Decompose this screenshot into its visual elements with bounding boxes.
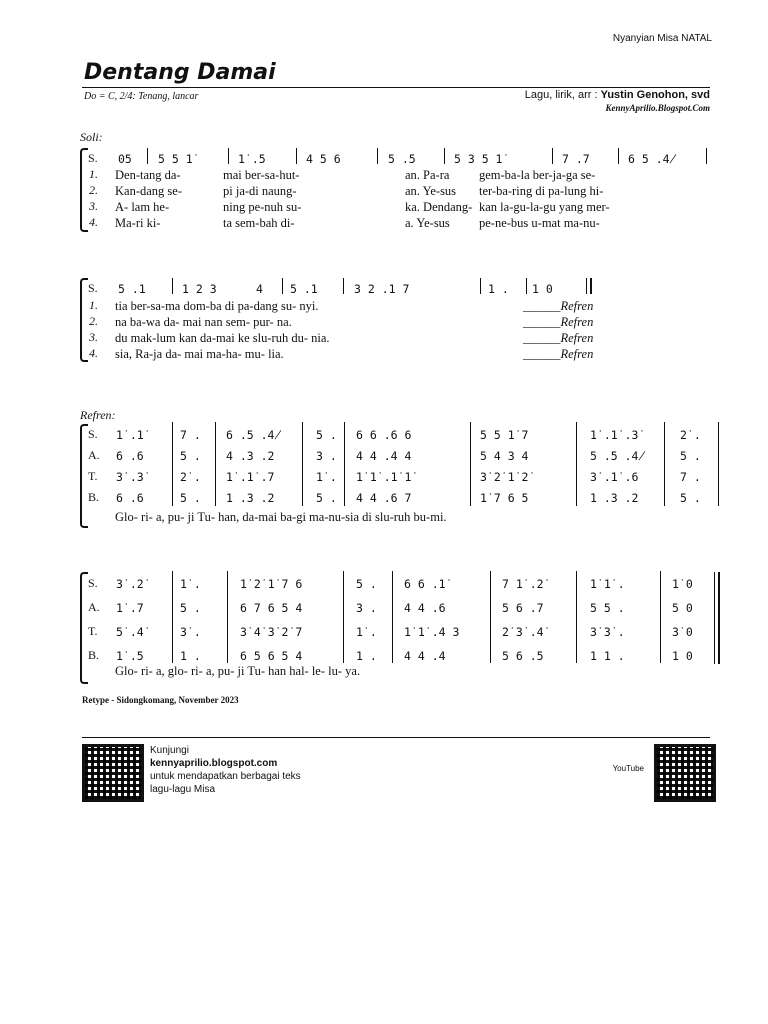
voice-measure: 6 .6 [116, 449, 144, 463]
barline [343, 571, 344, 663]
voice-measure: 6 6 .6 6 [356, 428, 412, 442]
lyric-segment: ning pe-nuh su- [223, 200, 302, 214]
barline [302, 422, 303, 506]
final-barline [718, 572, 720, 664]
song-title: Dentang Damai [84, 60, 276, 85]
lyric-segment: Kan-dang se- [115, 184, 182, 198]
soli2-measure: 1 2 3 [182, 282, 217, 296]
title-rule [82, 87, 710, 88]
soli1-measure: 6 5 .4̸ [628, 152, 677, 166]
voice-measure: 2̇ . [680, 428, 701, 442]
voice-measure: 1̇ 7 6 5 [480, 491, 529, 505]
credits-label: Lagu, lirik, arr : [524, 89, 598, 101]
voice-measure: 1̇ . [180, 577, 201, 591]
barline [664, 422, 665, 506]
barline [147, 148, 148, 164]
barline [480, 278, 481, 294]
voice-measure: 5 4 3 4 [480, 449, 529, 463]
qr-code-youtube[interactable] [654, 744, 716, 802]
voice-measure: 4 4 .4 4 [356, 449, 412, 463]
barline [618, 148, 619, 164]
voice-measure: 5 6 .5 [502, 649, 544, 663]
voice-measure: 7 . [180, 428, 201, 442]
lyric-segment: A- lam he- [115, 200, 170, 214]
soli1-measure: 5 .5 [388, 152, 416, 166]
voice-measure: 1 .3 .2 [590, 491, 639, 505]
voice-measure: 6 .5 .4̸ [226, 428, 282, 442]
barline [377, 148, 378, 164]
voice-measure: 1 .3 .2 [226, 491, 275, 505]
voice-measure: 5 .5 .4̸ [590, 449, 646, 463]
voice-measure: 5 . [316, 428, 337, 442]
barline [227, 571, 228, 663]
lyric-segment: a. Ye-sus [405, 216, 450, 230]
voice-measure: 3̇ 4̇ 3̇ 2̇ 7 [240, 625, 303, 639]
voice-measure: 2̇ . [180, 470, 201, 484]
barline [343, 278, 344, 294]
soli1-measure: 5 5 1̇ [158, 152, 193, 166]
barline [552, 148, 553, 164]
verse-number: 2. [89, 314, 98, 328]
soli-brace-2 [80, 278, 88, 362]
soli2-measure: 5 .1 [290, 282, 318, 296]
verse-number: 4. [89, 215, 98, 229]
voice-measure: 1̇ 1̇ .4 3 [404, 625, 460, 639]
soli2-measure: 5 .1 [118, 282, 146, 296]
voice-measure: 4 4 .6 [404, 601, 446, 615]
footer-text [150, 744, 301, 796]
refrain-link: ______Refren [523, 347, 594, 361]
voice-measure: 5 . [180, 491, 201, 505]
soli2-measure: 1 . [488, 282, 509, 296]
voice-label: B. [88, 648, 100, 662]
barline [344, 422, 345, 506]
voice-measure: 6 7 6 5 4 [240, 601, 303, 615]
voice-measure: 1̇ 0 [672, 577, 693, 591]
voice-label: T. [88, 624, 98, 638]
voice-measure: 5 . [316, 491, 337, 505]
refrain-lyric: Glo- ri- a, glo- ri- a, pu- ji Tu- han hal- le- lu- ya. [115, 664, 361, 678]
voice-measure: 4 .3 .2 [226, 449, 275, 463]
voice-measure: 5 . [680, 449, 701, 463]
verse-number: 4. [89, 346, 98, 360]
voice-measure: 1̇ .1̇ .7 [226, 470, 275, 484]
refrain-link: ______Refren [523, 299, 594, 313]
lyric-segment: ter-ba-ring di pa-lung hi- [479, 184, 604, 198]
soli-label: Soli: [80, 130, 103, 144]
lyric-segment: pe-ne-bus u-mat ma-nu- [479, 216, 600, 230]
lyric-segment: ka. Dendang- [405, 200, 473, 214]
voice-measure: 5 5 . [590, 601, 625, 615]
refrain-brace-2 [80, 572, 88, 684]
voice-measure: 1̇ . [356, 625, 377, 639]
voice-measure: 6 6 .1̇ [404, 577, 446, 591]
verse-number: 3. [89, 199, 98, 213]
soli-brace-1 [80, 148, 88, 232]
lyric-segment: kan la-gu-la-gu yang mer- [479, 200, 610, 214]
lyric-segment: gem-ba-la ber-ja-ga se- [479, 168, 596, 182]
voice-label: S. [88, 427, 98, 441]
voice-measure: 3 . [356, 601, 377, 615]
lyric-segment: an. Ye-sus [405, 184, 457, 198]
footer-rule [82, 737, 710, 738]
voice-measure: 6 5 6 5 4 [240, 649, 303, 663]
barline [172, 571, 173, 663]
lyric-segment: ta sem-bah di- [223, 216, 295, 230]
barline [282, 278, 283, 294]
soli1-measure: 7 .7 [562, 152, 590, 166]
voice-measure: 7 1̇ .2̇ [502, 577, 544, 591]
voice-measure: 5̇ .4̇ [116, 625, 144, 639]
verse-number: 1. [89, 298, 98, 312]
refrain-link: ______Refren [523, 315, 594, 329]
voice-measure: 6 .6 [116, 491, 144, 505]
voice-measure: 5 . [180, 601, 201, 615]
voice-measure: 5 6 .7 [502, 601, 544, 615]
refrain-lyric: Glo- ri- a, pu- ji Tu- han, da-mai ba-gi ma-nu-sia di slu-ruh bu-mi. [115, 510, 447, 524]
lyric-segment: sia, Ra-ja da- mai ma-ha- mu- lia. [115, 347, 284, 361]
soli1-measure: 5 3 5 1̇ [454, 152, 503, 166]
refrain-link: ______Refren [523, 331, 594, 345]
voice-measure: 4 4 .4 [404, 649, 446, 663]
voice-measure: 5 . [680, 491, 701, 505]
voice-measure: 1̇ .1̇ .3̇ [590, 428, 639, 442]
voice-label: B. [88, 490, 100, 504]
soli1-measure: 4 5 6 [306, 152, 341, 166]
voice-measure: 3̇ 3̇ . [590, 625, 625, 639]
barline [470, 422, 471, 506]
voice-label: T. [88, 469, 98, 483]
lyric-segment: mai ber-sa-hut- [223, 168, 300, 182]
footer-line3: untuk mendapatkan berbagai teks [150, 771, 301, 782]
soli1-measure: 05 [118, 152, 132, 166]
barline [576, 571, 577, 663]
voice-measure: 1 . [356, 649, 377, 663]
soli2-measure: 4 [256, 282, 263, 296]
voice-measure: 3̇ .3̇ [116, 470, 144, 484]
voice-measure: 1̇ 1̇ . [590, 577, 625, 591]
voice-measure: 1̇ .5 [116, 649, 144, 663]
voice-measure: 1 1 . [590, 649, 625, 663]
barline [490, 571, 491, 663]
voice-measure: 4 4 .6 7 [356, 491, 412, 505]
credits [525, 89, 710, 101]
verse-number: 1. [89, 167, 98, 181]
verse-number: 2. [89, 183, 98, 197]
voice-measure: 1̇ 1̇ .1̇ 1̇ [356, 470, 412, 484]
collection-label: Nyanyian Misa NATAL [612, 33, 712, 44]
voice-measure: 3̇ . [180, 625, 201, 639]
soli2-measure: 1 0 [532, 282, 553, 296]
voice-measure: 5 5 1̇ 7 [480, 428, 529, 442]
footer-url[interactable]: kennyaprilio.blogspot.com [150, 758, 278, 769]
voice-measure: 3 . [316, 449, 337, 463]
voice-measure: 5 . [180, 449, 201, 463]
voice-measure: 7 . [680, 470, 701, 484]
barline [172, 278, 173, 294]
voice-measure: 1̇ . [316, 470, 337, 484]
voice-measure: 1 0 [672, 649, 693, 663]
voice-measure: 1̇ .7 [116, 601, 144, 615]
footer-visit: Kunjungi [150, 745, 189, 756]
voice-measure: 1̇ 2̇ 1̇ 7 6 [240, 577, 303, 591]
soli2-measure: 3 2 .1 7 [354, 282, 410, 296]
lyric-segment: Ma-ri ki- [115, 216, 161, 230]
lyric-segment: na ba-wa da- mai nan sem- pur- na. [115, 315, 292, 329]
voice-measure: 5 . [356, 577, 377, 591]
verse-number: 3. [89, 330, 98, 344]
barline [526, 278, 527, 294]
voice-measure: 3̇ 2̇ 1̇ 2̇ [480, 470, 529, 484]
retype-credit: Retype - Sidongkomang, November 2023 [82, 695, 239, 705]
voice-measure: 3̇ 0 [672, 625, 693, 639]
youtube-label: YouTube [612, 764, 644, 773]
barline [444, 148, 445, 164]
barline [172, 422, 173, 506]
soli1-measure: 1̇ .5 [238, 152, 266, 166]
voice-measure: 5 0 [672, 601, 693, 615]
voice-label: A. [88, 600, 100, 614]
refrain-label: Refren: [80, 408, 116, 422]
key-tempo: Do = C, 2/4: Tenang, lancar [84, 91, 199, 102]
lyric-segment: pi ja-di naung- [223, 184, 297, 198]
qr-code-blog[interactable] [82, 744, 144, 802]
voice-measure: 1 . [180, 649, 201, 663]
voice-measure: 3̇ .2̇ [116, 577, 144, 591]
barline [718, 422, 719, 506]
voice-measure: 2̇ 3̇ .4̇ [502, 625, 544, 639]
lyric-segment: an. Pa-ra [405, 168, 450, 182]
lyric-segment: du mak-lum kan da-mai ke slu-ruh du- nia. [115, 331, 330, 345]
barline [215, 422, 216, 506]
final-barline [586, 278, 587, 294]
soli-part-label: S. [88, 151, 98, 165]
barline [660, 571, 661, 663]
voice-label: S. [88, 576, 98, 590]
final-barline [714, 572, 715, 664]
lyric-segment: Den-tang da- [115, 168, 181, 182]
refrain-brace-1 [80, 424, 88, 528]
barline [576, 422, 577, 506]
credits-name: Yustin Genohon, svd [600, 89, 710, 101]
voice-measure: 3̇ .1̇ .6 [590, 470, 639, 484]
voice-label: A. [88, 448, 100, 462]
barline [706, 148, 707, 164]
voice-measure: 1̇ .1̇ [116, 428, 144, 442]
barline [228, 148, 229, 164]
soli-part-label: S. [88, 281, 98, 295]
lyric-segment: tia ber-sa-ma dom-ba di pa-dang su- nyi. [115, 299, 319, 313]
soli-line1-notes [118, 152, 718, 168]
footer-line4: lagu-lagu Misa [150, 784, 216, 795]
barline [392, 571, 393, 663]
blog-credit: KennyAprilio.Blogspot.Com [605, 103, 710, 113]
barline [296, 148, 297, 164]
final-barline [590, 278, 592, 294]
